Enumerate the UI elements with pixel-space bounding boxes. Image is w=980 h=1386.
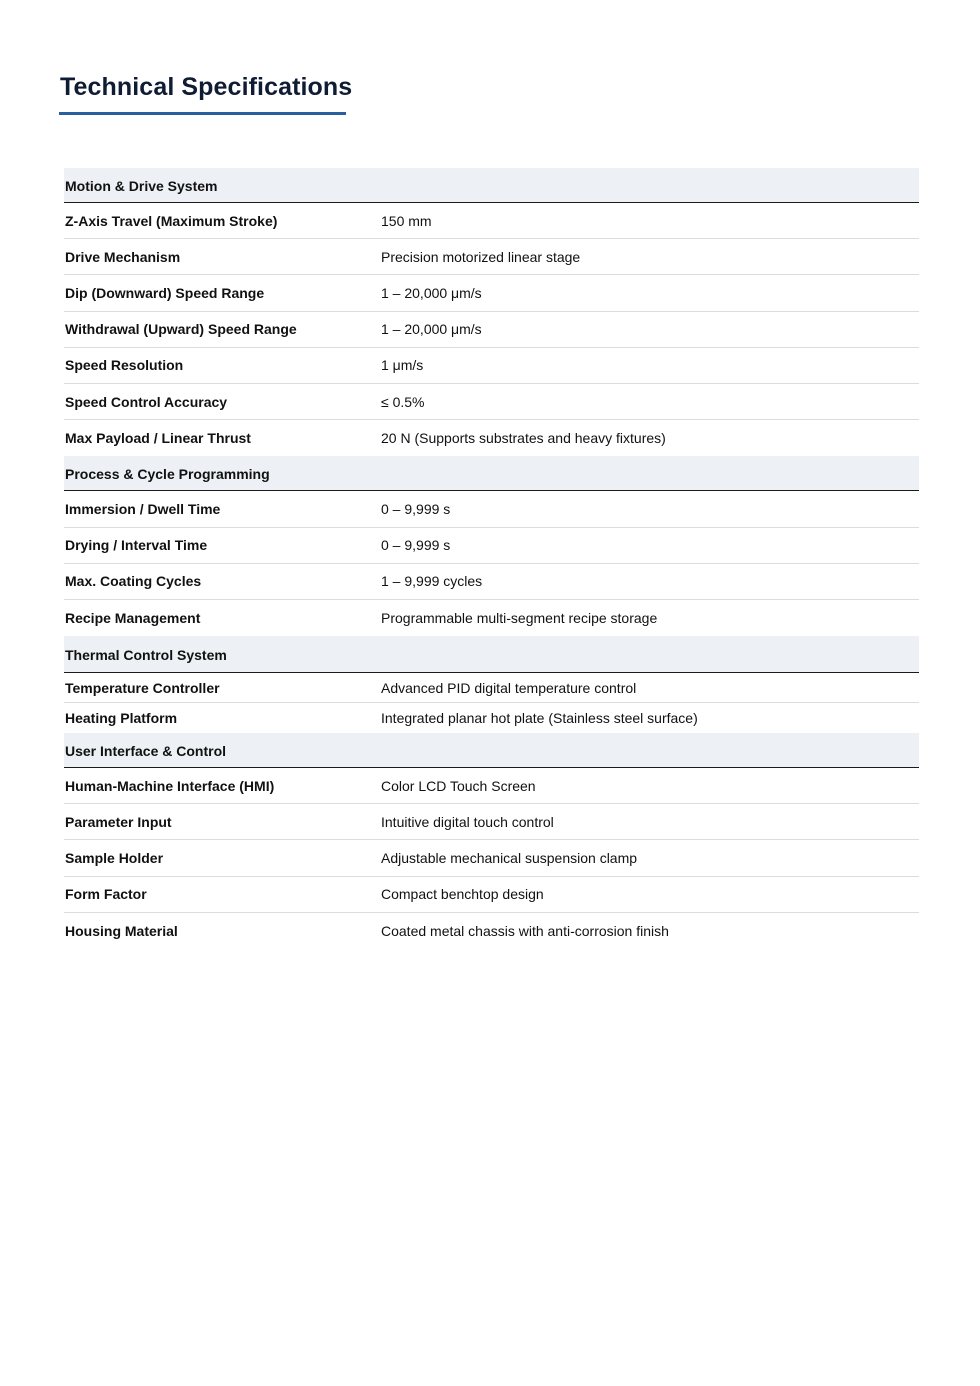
section-header: Process & Cycle Programming bbox=[64, 456, 919, 491]
spec-row bbox=[64, 673, 919, 703]
section-motion-drive bbox=[64, 168, 919, 456]
spec-row bbox=[64, 528, 919, 564]
spec-label: Max Payload / Linear Thrust bbox=[65, 430, 251, 447]
spec-value: 20 N (Supports substrates and heavy fixtures) bbox=[381, 430, 666, 447]
spec-label: Form Factor bbox=[65, 886, 147, 903]
spec-label: Sample Holder bbox=[65, 850, 164, 867]
spec-row bbox=[64, 239, 919, 275]
spec-value: 0 – 9,999 s bbox=[381, 500, 451, 517]
section-thermal-control bbox=[64, 636, 919, 733]
spec-value: 1 μm/s bbox=[381, 357, 424, 374]
spec-label: Max. Coating Cycles bbox=[65, 573, 202, 590]
spec-label: Speed Control Accuracy bbox=[65, 393, 228, 410]
spec-label: Temperature Controller bbox=[65, 679, 220, 696]
spec-label: Parameter Input bbox=[65, 813, 172, 830]
spec-label: Heating Platform bbox=[65, 710, 178, 727]
spec-row bbox=[64, 913, 919, 949]
spec-value: Color LCD Touch Screen bbox=[381, 777, 536, 794]
spec-row bbox=[64, 877, 919, 913]
spec-label: Housing Material bbox=[65, 922, 178, 939]
spec-value: Integrated planar hot plate (Stainless steel surface) bbox=[381, 710, 698, 727]
spec-row bbox=[64, 420, 919, 456]
spec-label: Drive Mechanism bbox=[65, 248, 181, 265]
spec-label: Withdrawal (Upward) Speed Range bbox=[65, 321, 297, 338]
spec-row bbox=[64, 275, 919, 311]
title-underline bbox=[59, 112, 346, 115]
section-header: User Interface & Control bbox=[64, 733, 919, 768]
spec-label: Drying / Interval Time bbox=[65, 537, 208, 554]
spec-value: 1 – 9,999 cycles bbox=[381, 573, 483, 590]
spec-row bbox=[64, 491, 919, 527]
spec-row bbox=[64, 804, 919, 840]
spec-value: 0 – 9,999 s bbox=[381, 537, 451, 554]
spec-value: Coated metal chassis with anti-corrosion finish bbox=[381, 922, 669, 939]
spec-label: Immersion / Dwell Time bbox=[65, 500, 221, 517]
section-user-interface bbox=[64, 733, 919, 949]
spec-label: Human-Machine Interface (HMI) bbox=[65, 777, 275, 794]
spec-row bbox=[64, 600, 919, 636]
spec-row bbox=[64, 384, 919, 420]
spec-value: Precision motorized linear stage bbox=[381, 248, 581, 265]
spec-row bbox=[64, 348, 919, 384]
section-header: Thermal Control System bbox=[64, 636, 919, 673]
spec-value: Advanced PID digital temperature control bbox=[381, 679, 637, 696]
spec-row bbox=[64, 203, 919, 239]
spec-value: 150 mm bbox=[381, 212, 432, 229]
spec-row bbox=[64, 768, 919, 804]
spec-value: 1 – 20,000 μm/s bbox=[381, 284, 482, 301]
spec-label: Dip (Downward) Speed Range bbox=[65, 284, 265, 301]
spec-label: Z-Axis Travel (Maximum Stroke) bbox=[65, 212, 278, 229]
spec-row bbox=[64, 840, 919, 876]
spec-value: Programmable multi-segment recipe storage bbox=[381, 609, 658, 626]
spec-value: Intuitive digital touch control bbox=[381, 813, 554, 830]
spec-label: Recipe Management bbox=[65, 609, 201, 626]
page-title: Technical Specifications bbox=[60, 73, 353, 101]
spec-row bbox=[64, 564, 919, 600]
section-process-cycle bbox=[64, 456, 919, 636]
spec-value: Adjustable mechanical suspension clamp bbox=[381, 850, 638, 867]
spec-row bbox=[64, 312, 919, 348]
spec-value: ≤ 0.5% bbox=[381, 393, 425, 410]
spec-value: 1 – 20,000 μm/s bbox=[381, 321, 482, 338]
spec-row bbox=[64, 703, 919, 733]
spec-value: Compact benchtop design bbox=[381, 886, 544, 903]
spec-table bbox=[64, 168, 919, 949]
section-header: Motion & Drive System bbox=[64, 168, 919, 203]
spec-label: Speed Resolution bbox=[65, 357, 184, 374]
